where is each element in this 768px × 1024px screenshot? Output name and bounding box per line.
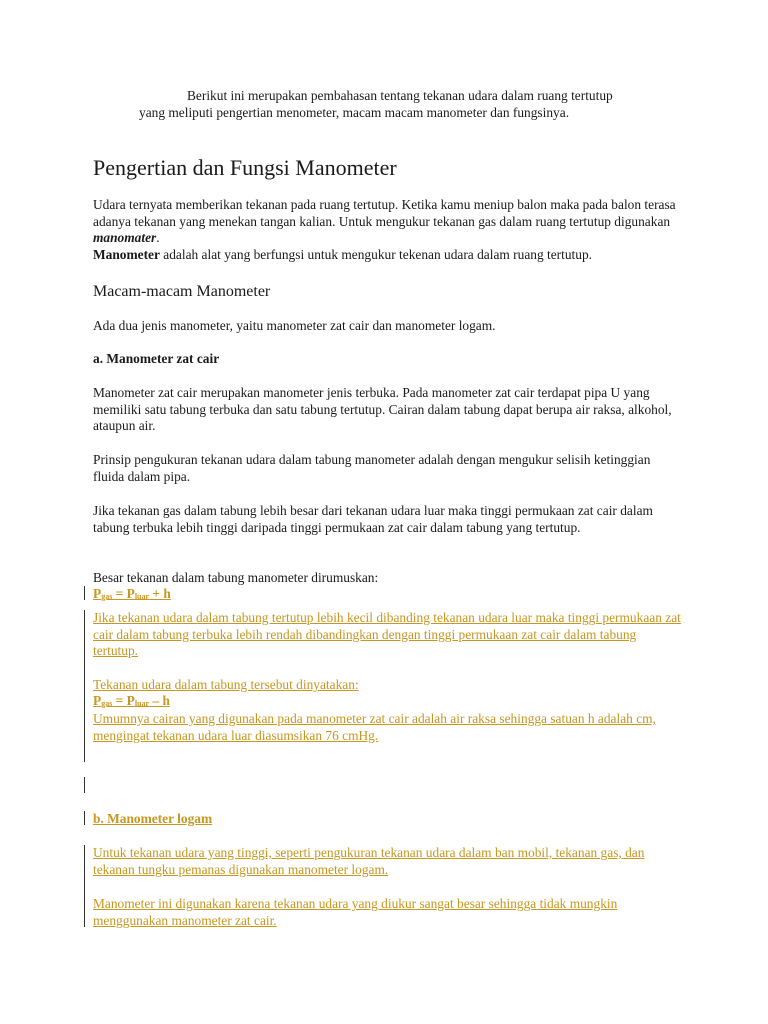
paragraph-liquid-description: Manometer zat cair merupakan manometer jenis terbuka. Pada manometer zat cair terdapat pipa U yang memiliki satu tabung terbuka dan satu tabung tertutup. Cairan dalam tabung dapat berupa air raksa, alkohol, ataupun air. <box>93 385 672 434</box>
formula-gas-plus-h <box>93 586 683 606</box>
paragraph-higher-pressure: Jika tekanan gas dalam tabung lebih besar dari tekanan udara luar maka tinggi permukaan zat cair dalam tabung terbuka lebih tinggi daripada tinggi permukaan zat cair dalam tabung yang tertutup. <box>93 503 653 535</box>
paragraph-definition-end: . <box>156 230 160 246</box>
subheading-metal-manometer: b. Manometer logam <box>93 811 213 826</box>
manometer-bold-term: Manometer <box>93 246 160 262</box>
paragraph-types: Ada dua jenis manometer, yaitu manometer zat cair dan manometer logam. <box>93 318 496 333</box>
change-bar <box>84 610 85 762</box>
page-title: Pengertian dan Fungsi Manometer <box>93 155 397 180</box>
subheading-liquid-manometer: a. Manometer zat cair <box>93 351 220 366</box>
change-bar <box>84 811 85 825</box>
section-heading-types: Macam-macam Manometer <box>93 283 271 300</box>
formula-gas-minus-h <box>93 693 683 713</box>
change-bar <box>84 586 85 600</box>
paragraph-mercury-units: Umumnya cairan yang digunakan pada manometer zat cair adalah air raksa sehingga satuan h adalah cm, mengingat tekanan udara luar diasumsikan 76 cmHg. <box>93 711 656 743</box>
paragraph-principle: Prinsip pengukuran tekanan udara dalam tabung manometer adalah dengan mengukur selisih ketinggian fluida dalam pipa. <box>93 452 651 484</box>
formula1-tail: + h <box>149 586 171 601</box>
paragraph-formula-intro: Besar tekanan dalam tabung manometer dirumuskan: <box>93 570 379 585</box>
paragraph-manometer-definition: adalah alat yang berfungsi untuk mengukur tekenan udara dalam ruang tertutup. <box>159 246 592 262</box>
formula1-sub-gas: gas <box>101 592 113 601</box>
paragraph-pressure-statement: Tekanan udara dalam tabung tersebut dinyatakan: <box>93 677 359 692</box>
formula1-sub-luar: luar <box>134 592 150 601</box>
paragraph-high-pressure-use: Untuk tekanan udara yang tinggi, seperti pengukuran tekanan udara dalam ban mobil, tekanan gas, dan tekanan tungku pemanas digunakan manometer logam. <box>93 845 645 877</box>
paragraph-definition-text: Udara ternyata memberikan tekanan pada ruang tertutup. Ketika kamu meniup balon maka pada balon terasa adanya tekanan yang menekan tangan kalian. Untuk mengukur tekanan gas dalam ruang tertutup digunakan <box>93 197 676 229</box>
change-bar <box>84 845 85 927</box>
intro-text: Berikut ini merupakan pembahasan tentang tekanan udara dalam ruang tertutup yang meliputi pengertian menometer, macam macam manometer dan fungsinya. <box>139 88 613 120</box>
formula2-sub-luar: luar <box>134 699 150 708</box>
manometer-term: manomater <box>93 230 157 246</box>
formula1-eq: = P <box>112 586 135 601</box>
formula2-eq: = P <box>112 693 135 708</box>
formula2-sub-gas: gas <box>101 699 113 708</box>
formula2-tail: – h <box>149 693 170 708</box>
paragraph-lower-pressure: Jika tekanan udara dalam tabung tertutup lebih kecil dibanding tekanan udara luar maka tinggi permukaan zat cair dalam tabung terbuka lebih rendah dibandingkan dengan tinggi permukaan zat cair dalam tabung tertutup. <box>93 610 681 659</box>
paragraph-metal-reason: Manometer ini digunakan karena tekanan udara yang diukur sangat besar sehingga tidak mungkin menggunakan manometer zat cair. <box>93 896 618 928</box>
formula1-p: P <box>93 586 102 601</box>
formula2-p: P <box>93 693 102 708</box>
paragraph-definition <box>93 197 683 263</box>
change-bar <box>84 777 85 793</box>
intro-paragraph <box>139 88 639 121</box>
